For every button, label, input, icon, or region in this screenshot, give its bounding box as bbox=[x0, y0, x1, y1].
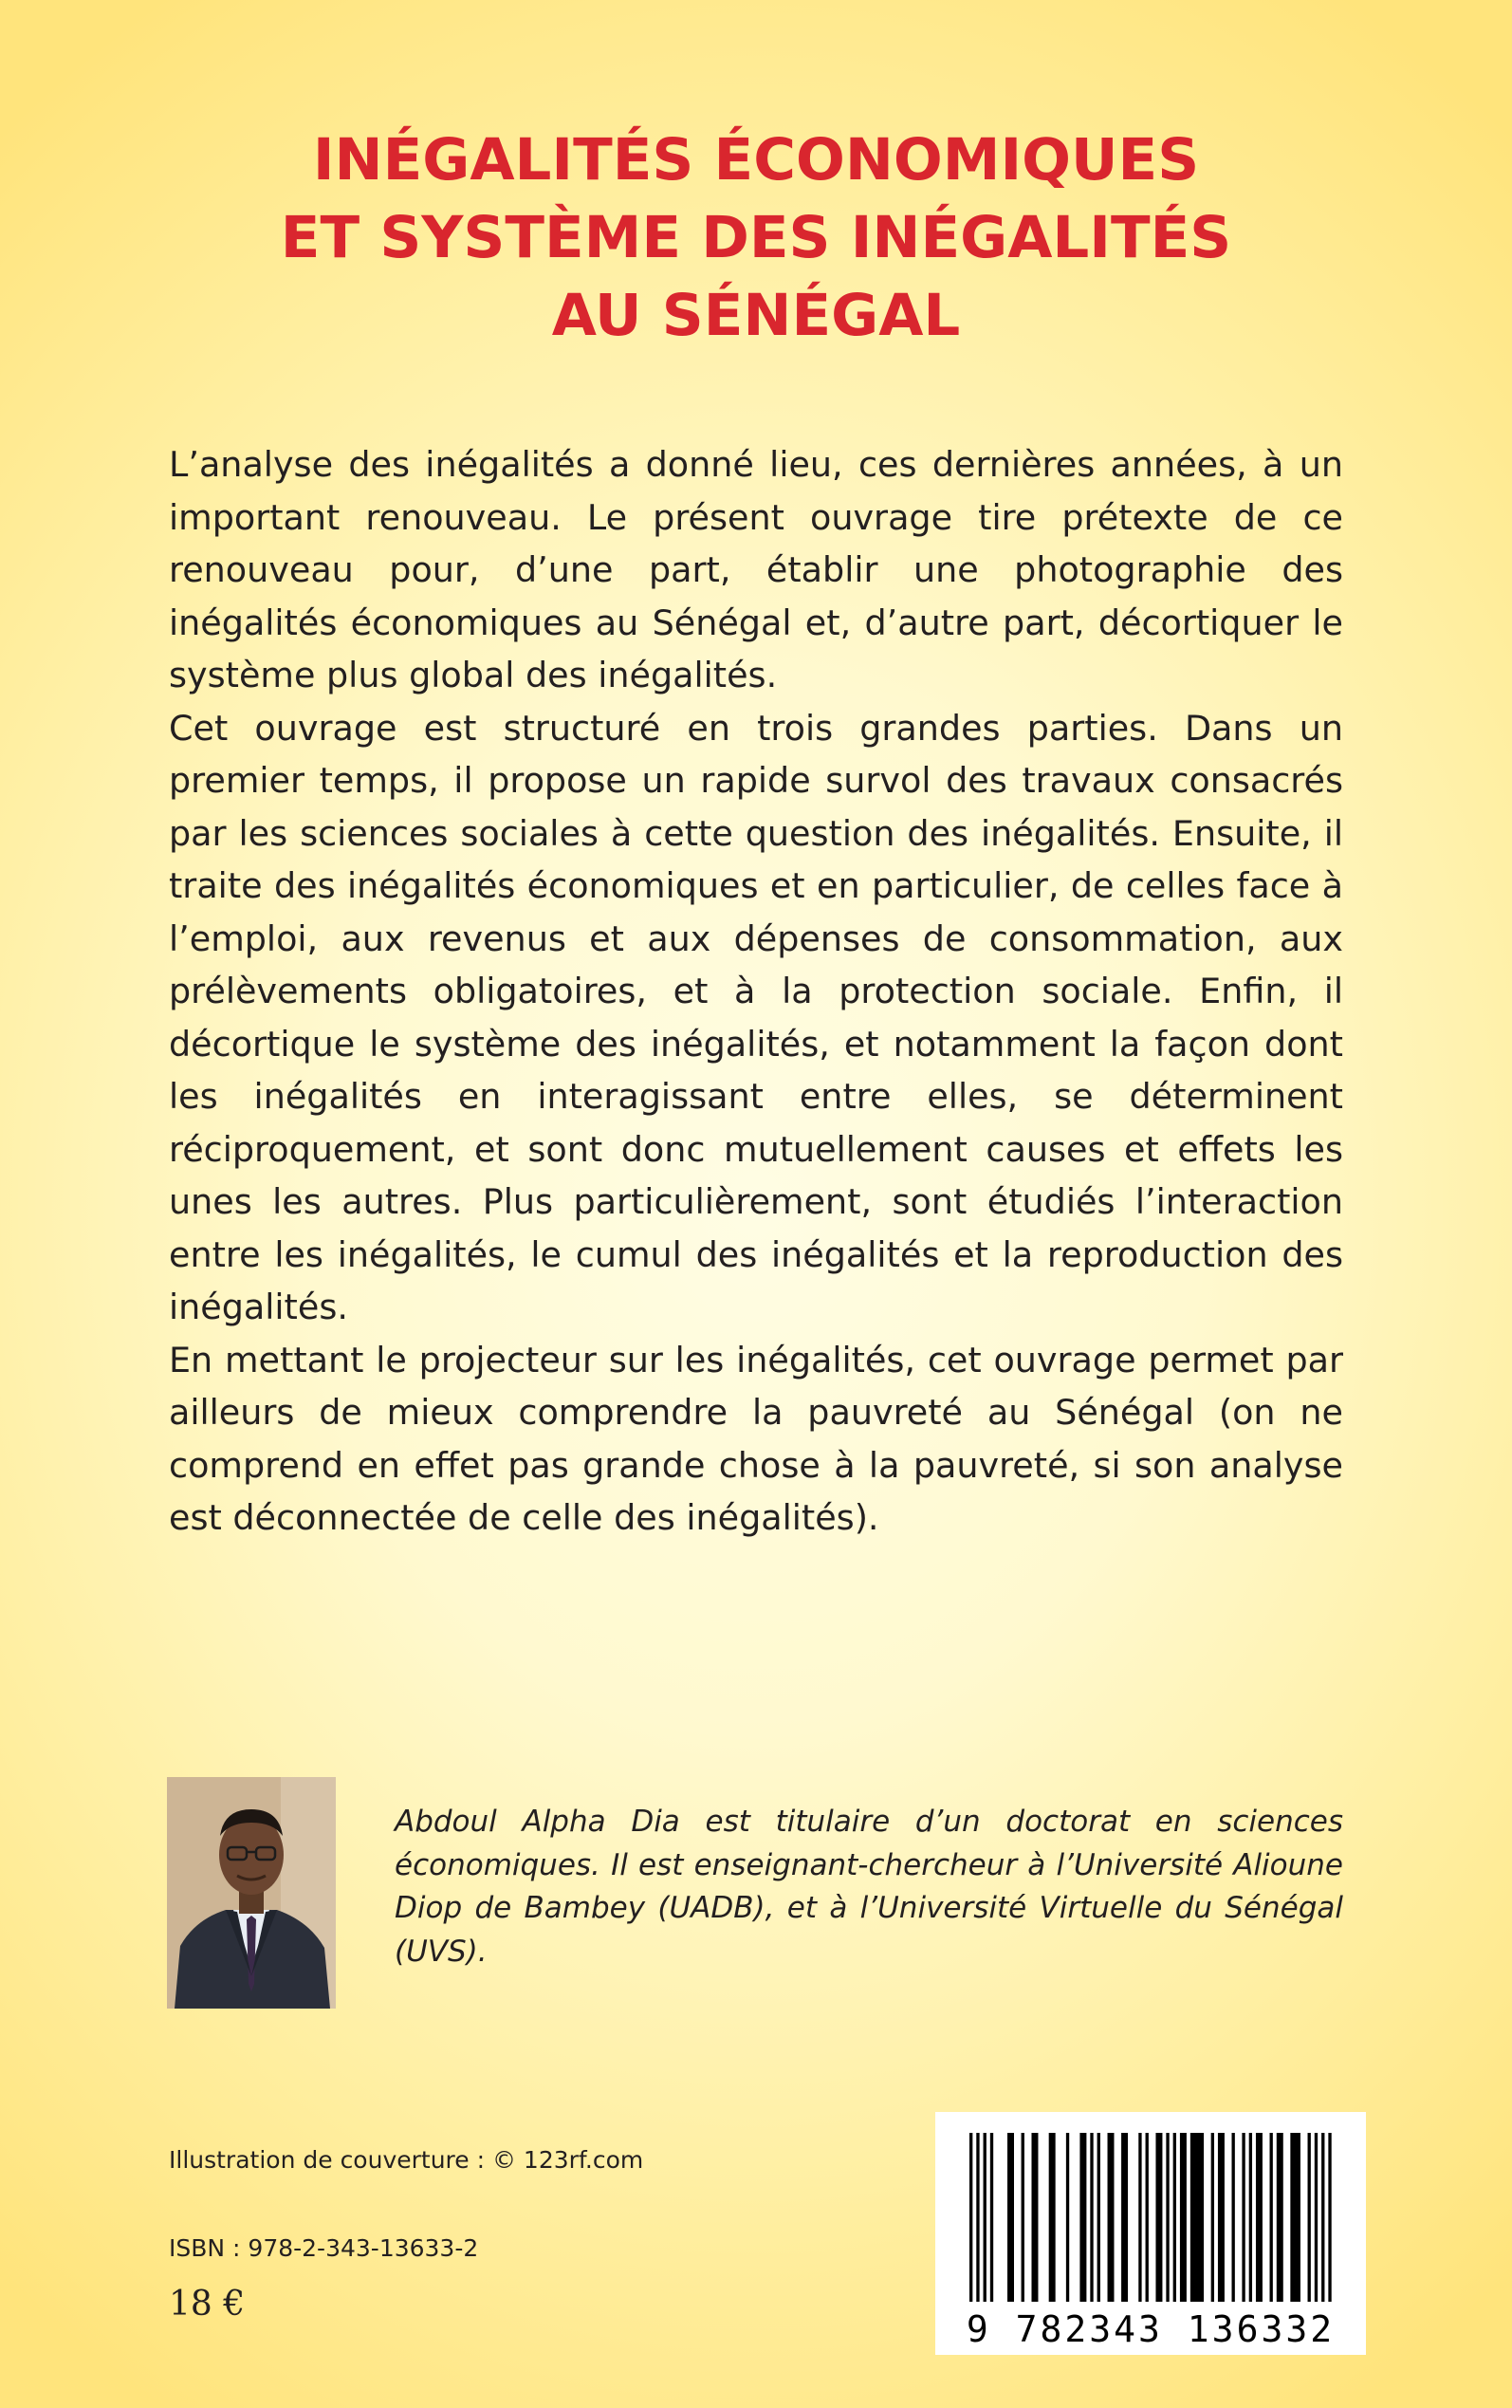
barcode-bar bbox=[969, 2133, 972, 2302]
price: 18 € bbox=[169, 2285, 246, 2324]
barcode-digits: 9 782343 136332 bbox=[966, 2308, 1336, 2350]
summary-paragraph-2: Cet ouvrage est structuré en trois grandes parties. Dans un premier temps, il propose un rapide survol des travaux consacrés par les sciences sociales à cette question des inégalités. Ensuite, il traite des inégalités économiques et en particulier, de celles face à l’emploi, aux revenus et aux dépenses de consommation, aux prélèvements obligatoires, et à la protection sociale. Enfin, il décortique le système des inégalités, et notamment la façon dont les inégalités en interagissant entre elles, se déterminent réciproquement, et sont donc mutuellement causes et effets les unes les autres. Plus particulièrement, sont étudiés l’interaction entre les inégalités, le cumul des inégalités et la reproduction des inégalités. bbox=[169, 707, 1343, 1327]
barcode-bar bbox=[976, 2133, 979, 2302]
barcode-bar bbox=[1321, 2133, 1324, 2302]
barcode-bar bbox=[1022, 2133, 1024, 2302]
book-summary bbox=[169, 438, 1343, 1545]
book-title bbox=[152, 121, 1360, 355]
barcode-bar bbox=[1232, 2133, 1235, 2302]
barcode-bar bbox=[1108, 2133, 1115, 2302]
barcode-bar bbox=[1242, 2133, 1245, 2302]
barcode-bar bbox=[1155, 2133, 1162, 2302]
barcode-bar bbox=[1218, 2133, 1225, 2302]
barcode-bar bbox=[1190, 2133, 1204, 2302]
barcode-bar bbox=[1007, 2133, 1014, 2302]
barcode-bar bbox=[1049, 2133, 1056, 2302]
summary-paragraph-1: L’analyse des inégalités a donné lieu, ces dernières années, à un important renouveau. Le présent ouvrage tire prétexte de ce renouveau pour, d’une part, établir une photographie des inégalités économiques au Sénégal et, d’autre part, décortiquer le système plus global des inégalités. bbox=[169, 444, 1343, 695]
title-line-1: INÉGALITÉS ÉCONOMIQUES bbox=[312, 126, 1200, 194]
cover-illustration-credit: Illustration de couverture : © 123rf.com bbox=[169, 2146, 644, 2174]
barcode-bar bbox=[1211, 2133, 1214, 2302]
barcode-bar bbox=[1146, 2133, 1149, 2302]
barcode-bar bbox=[1097, 2133, 1100, 2302]
isbn-barcode bbox=[935, 2112, 1366, 2355]
barcode-bar bbox=[1315, 2133, 1318, 2302]
barcode-graphic bbox=[935, 2112, 1366, 2355]
barcode-bar bbox=[1180, 2133, 1187, 2302]
author-portrait-illustration bbox=[167, 1777, 336, 2009]
barcode-bar bbox=[1308, 2133, 1311, 2302]
barcode-bar bbox=[1079, 2133, 1086, 2302]
barcode-bar bbox=[1066, 2133, 1069, 2302]
barcode-bar bbox=[1256, 2133, 1263, 2302]
summary-paragraph-3: En mettant le projecteur sur les inégalités, cet ouvrage permet par ailleurs de mieux comprendre la pauvreté au Sénégal (on ne comprend en effet pas grande chose à la pauvreté, si son analyse est déconnectée de celle des inégalités). bbox=[169, 1339, 1343, 1538]
barcode-bars bbox=[969, 2133, 1332, 2302]
barcode-bar bbox=[1290, 2133, 1300, 2302]
author-bio: Abdoul Alpha Dia est titulaire d’un doctorat en sciences économiques. Il est enseignant-chercheur à l’Université Alioune Diop de Bambey (UADB), et à l’Université Virtuelle du Sénégal (UVS). bbox=[395, 1805, 1343, 1969]
barcode-bar bbox=[1138, 2133, 1141, 2302]
title-line-3: AU SÉNÉGAL bbox=[551, 282, 961, 349]
barcode-bar bbox=[1031, 2133, 1038, 2302]
barcode-bar bbox=[1166, 2133, 1169, 2302]
barcode-bar bbox=[1173, 2133, 1176, 2302]
barcode-bar bbox=[1270, 2133, 1273, 2302]
barcode-bar bbox=[1090, 2133, 1093, 2302]
barcode-bar bbox=[1328, 2133, 1331, 2302]
barcode-bar bbox=[1249, 2133, 1252, 2302]
barcode-bar bbox=[990, 2133, 993, 2302]
barcode-bar bbox=[984, 2133, 986, 2302]
author-photo bbox=[167, 1777, 336, 2009]
isbn: ISBN : 978-2-343-13633-2 bbox=[169, 2234, 479, 2262]
title-line-2: ET SYSTÈME DES INÉGALITÉS bbox=[280, 204, 1232, 271]
barcode-bar bbox=[1277, 2133, 1283, 2302]
barcode-bar bbox=[1121, 2133, 1128, 2302]
